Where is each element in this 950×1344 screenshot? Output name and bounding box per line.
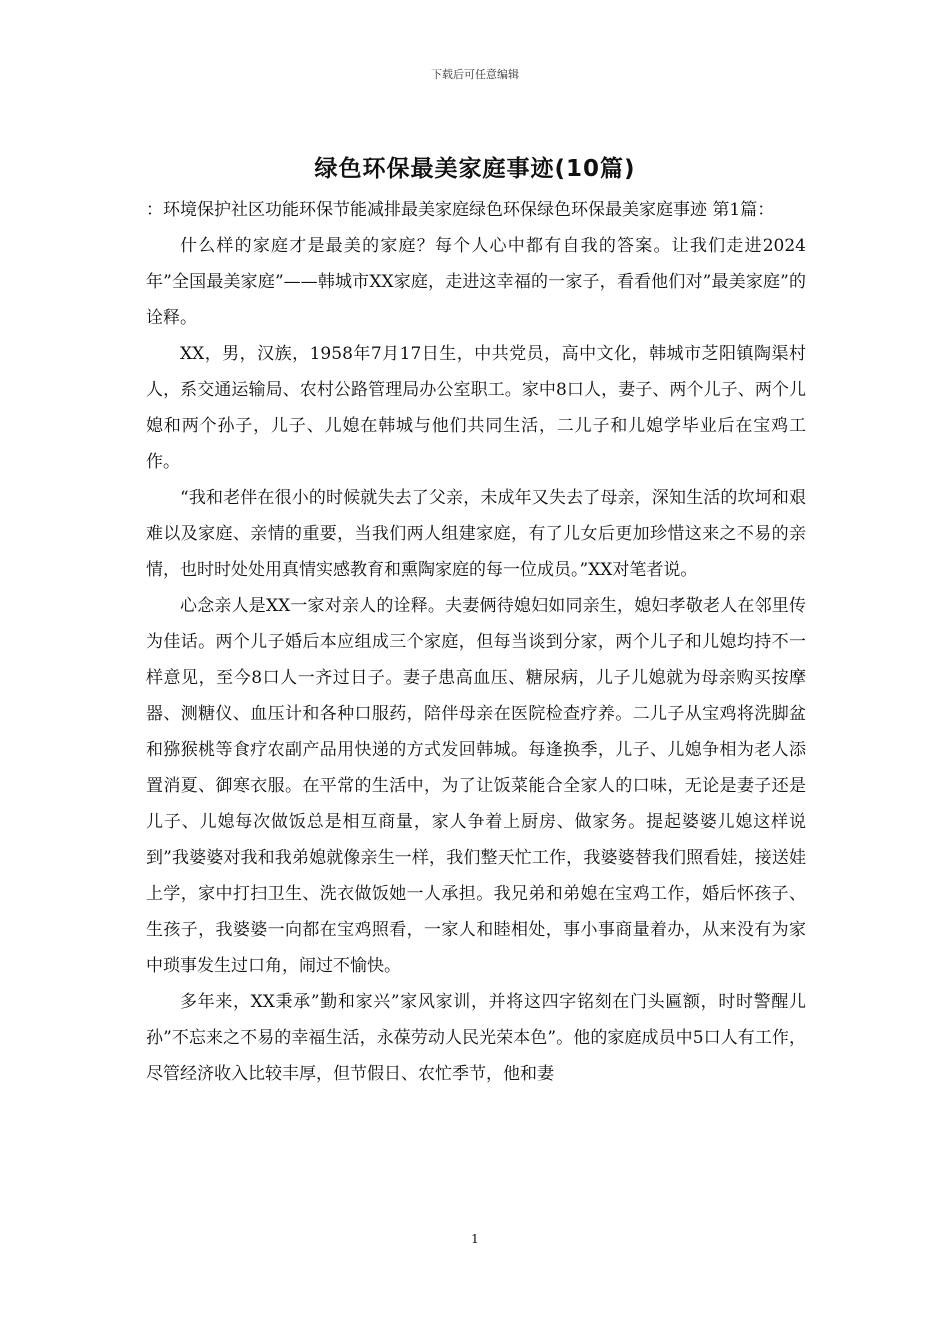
document-title: 绿色环保最美家庭事迹(10篇): [314, 156, 636, 182]
document-body: [146, 192, 806, 1092]
paragraph: “我和老伴在很小的时候就失去了父亲，未成年又失去了母亲，深知生活的坎坷和艰难以及家庭、亲情的重要，当我们两人组建家庭，有了儿女后更加珍惜这来之不易的亲情，也时时处处用真情实感教育和熏陶家庭的每一位成员。”XX对笔者说。: [146, 488, 806, 580]
page-number: 1: [471, 1232, 479, 1246]
header-note: 下载后可任意编辑: [431, 68, 519, 81]
paragraph: 什么样的家庭才是最美的家庭？每个人心中都有自我的答案。让我们走进2024年”全国最美家庭”——韩城市XX家庭，走进这幸福的一家子，看看他们对”最美家庭”的诠释。: [146, 236, 806, 328]
paragraph: XX，男，汉族，1958年7月17日生，中共党员，高中文化，韩城市芝阳镇陶渠村人，系交通运输局、农村公路管理局办公室职工。家中8口人，妻子、两个儿子、两个儿媳和两个孙子，儿子、儿媳在韩城与他们共同生活，二儿子和儿媳学毕业后在宝鸡工作。: [146, 344, 806, 472]
paragraph: 心念亲人是XX一家对亲人的诠释。夫妻俩待媳妇如同亲生，媳妇孝敬老人在邻里传为佳话。两个儿子婚后本应组成三个家庭，但每当谈到分家，两个儿子和儿媳均持不一样意见，至今8口人一齐过日子。妻子患高血压、糖尿病，儿子儿媳就为母亲购买按摩器、测糖仪、血压计和各种口服药，陪伴母亲在医院检查疗养。二儿子从宝鸡将洗脚盆和猕猴桃等食疗农副产品用快递的方式发回韩城。每逢换季，儿子、儿媳争相为老人添置消夏、御寒衣服。在平常的生活中，为了让饭菜能合全家人的口味，无论是妻子还是儿子、儿媳每次做饭总是相互商量，家人争着上厨房、做家务。提起婆婆儿媳这样说到”我婆婆对我和我弟媳就像亲生一样，我们整天忙工作，我婆婆替我们照看娃，接送娃上学，家中打扫卫生、洗衣做饭她一人承担。我兄弟和弟媳在宝鸡工作，婚后怀孩子、生孩子，我婆婆一向都在宝鸡照看，一家人和睦相处，事小事商量着办，从来没有为家中琐事发生过口角，闹过不愉快。: [146, 596, 806, 976]
paragraph: 多年来，XX秉承”勤和家兴”家风家训，并将这四字铭刻在门头匾额，时时警醒儿孙”不忘来之不易的幸福生活，永葆劳动人民光荣本色”。他的家庭成员中5口人有工作，尽管经济收入比较丰厚，但节假日、农忙季节，他和妻: [146, 992, 806, 1084]
keywords-line: ：环境保护社区功能环保节能减排最美家庭绿色环保绿色环保最美家庭事迹 第1篇：: [146, 200, 775, 220]
